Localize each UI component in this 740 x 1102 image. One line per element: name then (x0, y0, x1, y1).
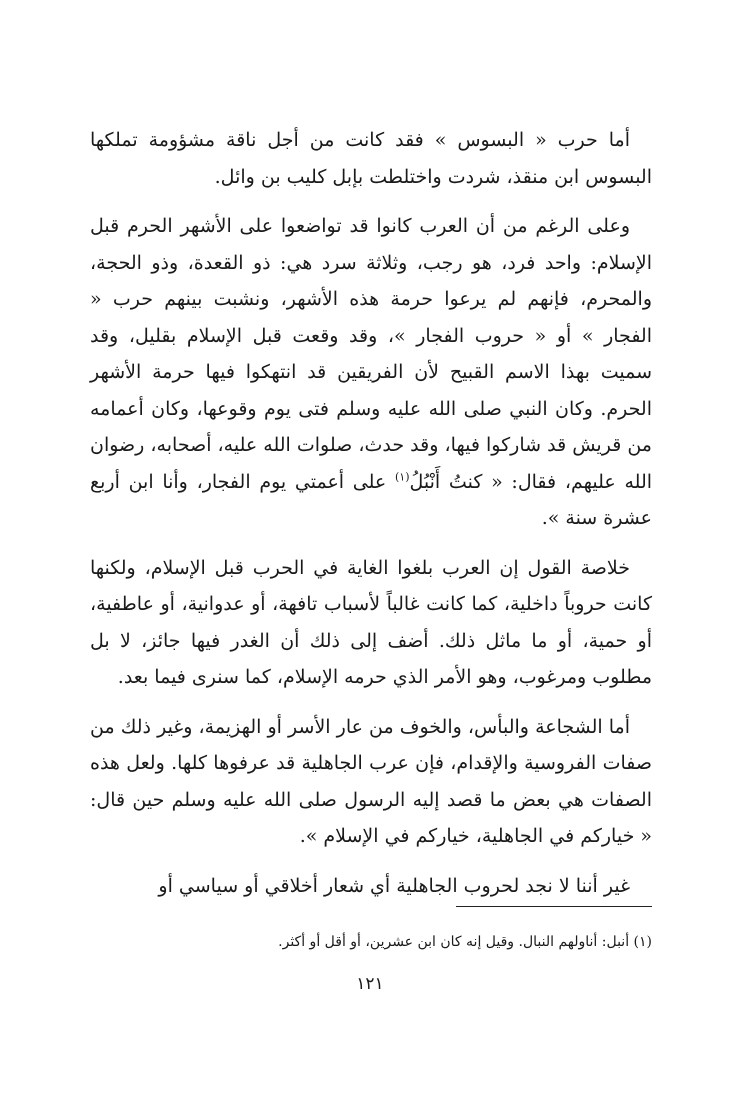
prophet-quote-end: على أعمتي يوم الفجار، وأنا ابن أربع عشرة سنة ». (90, 470, 652, 529)
paragraph-sacred-months (90, 208, 652, 537)
paragraph-sacred-months-text: وعلى الرغم من أن العرب كانوا قد تواضعوا على الأشهر الحرم قبل الإسلام: واحد فرد، هو رجب، وثلاثة سرد هي: ذو القعدة، وذو الحجة، والمحرم، فإنهم لم يرعوا حرمة هذه الأشهر، ونشبت بينهم حرب « الفجار » أو « حروب الفجار »، وقد وقعت قبل الإسلام بقليل، وقد سميت بهذا الاسم القبيح لأن الفريقين قد انتهكوا فيها حرمة الأشهر الحرم. وكان النبي صلى الله عليه وسلم فتى يوم وقوعها، وكان أعمامه من قريش قد شاركوا فيها، وقد حدث، صلوات الله عليه، أصحابه، رضوان الله عليهم، (90, 215, 653, 493)
paragraph-basus-war: أما حرب « البسوس » فقد كانت من أجل ناقة مشؤومة تملكها البسوس ابن منقذ، شردت واختلطت بإبل كليب بن وائل. (90, 129, 652, 188)
paragraph-courage: أما الشجاعة والبأس، والخوف من عار الأسر أو الهزيمة، وغير ذلك من صفات الفروسية والإقدام، فإن عرب الجاهلية قد عرفوها كلها. ولعل هذه الصفات هي بعض ما قصد إليه الرسول صلى الله عليه وسلم حين قال: « خياركم في الجاهلية، خياركم في الإسلام ». (90, 715, 652, 847)
page-number: ١٢١ (356, 974, 384, 994)
footnote-divider (456, 906, 652, 907)
footnote: (١) أنبل: أناولهم النبال. وقيل إنه كان ابن عشرين، أو أقل أو أكثر. (278, 934, 652, 950)
footnote-marker: (١) (395, 470, 410, 484)
main-text (90, 122, 652, 904)
paragraph-no-slogan: غير أننا لا نجد لحروب الجاهلية أي شعار أخلاقي أو سياسي أو (158, 874, 630, 897)
prophet-quote-start: فقال: « كنتُ أَنْبُلُ (409, 470, 557, 493)
paragraph-summary: خلاصة القول إن العرب بلغوا الغاية في الحرب قبل الإسلام، ولكنها كانت حروباً داخلية، كما كانت غالباً لأسباب تافهة، أو عدوانية، أو عاطفية، أو حمية، أو ما ماثل ذلك. أضف إلى ذلك أن الغدر فيها جائز، لا بل مطلوب ومرغوب، وهو الأمر الذي حرمه الإسلام، كما سنرى فيما بعد. (90, 556, 652, 688)
